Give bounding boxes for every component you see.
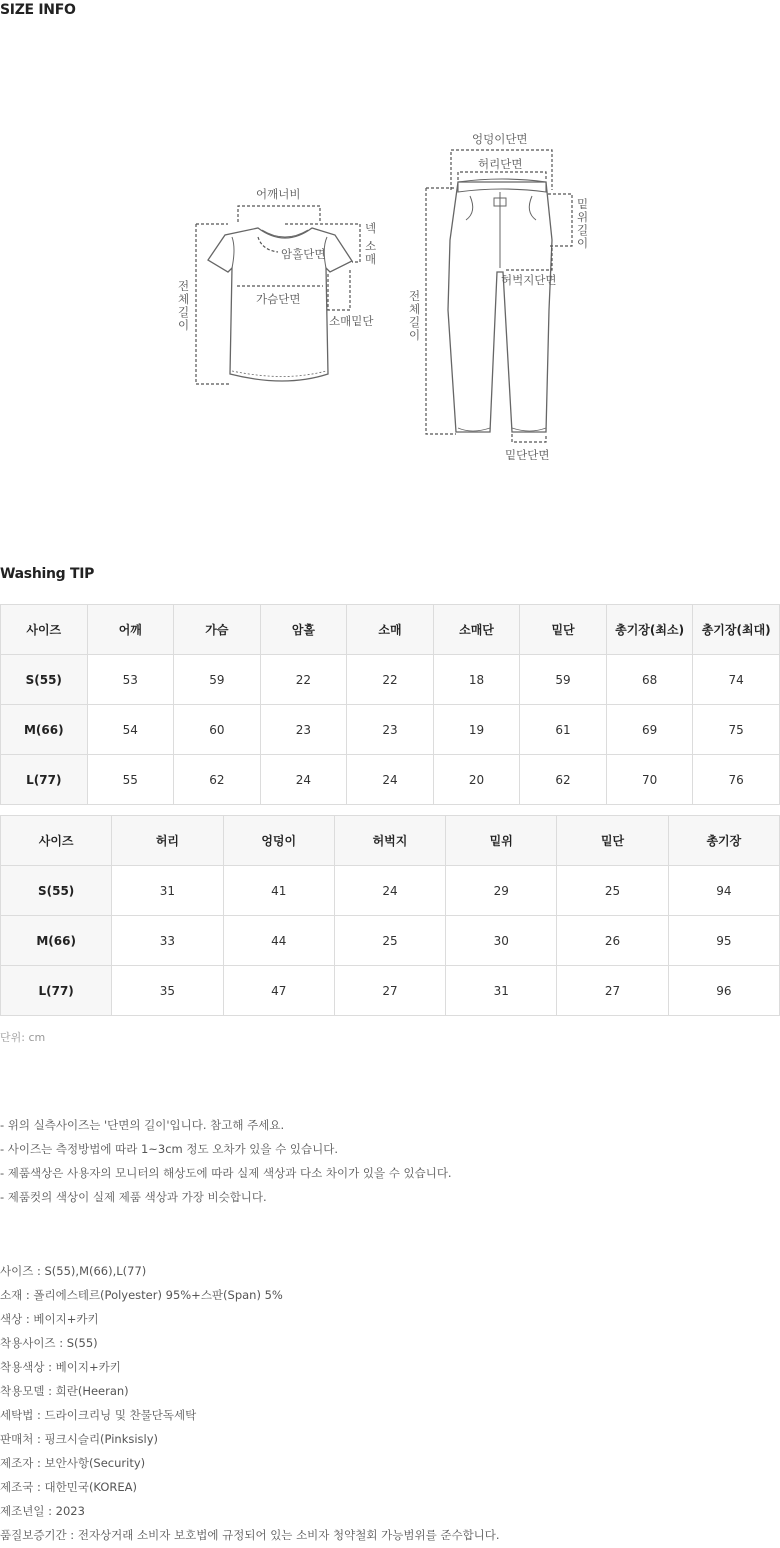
value-cell: 25: [557, 866, 668, 916]
label-neck-sleeve-2: 소: [365, 239, 377, 253]
spec-item: 사이즈 : S(55),M(66),L(77): [0, 1264, 147, 1278]
table-row: [1, 866, 780, 916]
value-cell: 26: [557, 916, 668, 966]
spec-item: 착용모델 : 희란(Heeran): [0, 1384, 129, 1398]
label-pants-length-4: 이: [409, 328, 421, 342]
value-cell: 55: [87, 755, 174, 805]
label-shoulder: 어깨너비: [256, 187, 301, 201]
table-header-row: [1, 605, 780, 655]
spec-item: 제조자 : 보안사항(Security): [0, 1456, 146, 1470]
table-row: [1, 966, 780, 1016]
value-cell: 30: [446, 916, 557, 966]
value-cell: 18: [433, 655, 520, 705]
value-cell: 61: [520, 705, 607, 755]
header-cell: 밑위: [446, 816, 557, 866]
size-cell: S(55): [1, 866, 112, 916]
label-rise-4: 이: [577, 236, 589, 250]
value-cell: 95: [668, 916, 779, 966]
bottom-size-table: [0, 815, 780, 1016]
value-cell: 68: [606, 655, 693, 705]
value-cell: 27: [334, 966, 445, 1016]
size-cell: L(77): [1, 966, 112, 1016]
spec-item: 제조국 : 대한민국(KOREA): [0, 1480, 138, 1494]
table-row: [1, 705, 780, 755]
value-cell: 31: [112, 866, 223, 916]
label-total-length-1: 전: [178, 279, 190, 293]
value-cell: 62: [174, 755, 261, 805]
value-cell: 24: [334, 866, 445, 916]
value-cell: 69: [606, 705, 693, 755]
spec-item: 세탁법 : 드라이크리닝 및 찬물단독세탁: [0, 1408, 197, 1422]
header-cell: 사이즈: [1, 816, 112, 866]
value-cell: 41: [223, 866, 334, 916]
product-specs: [0, 1262, 500, 1548]
spec-item: 착용사이즈 : S(55): [0, 1336, 98, 1350]
spec-item: 제조년일 : 2023: [0, 1504, 85, 1518]
label-rise-1: 밑: [577, 197, 589, 211]
label-hip: 엉덩이단면: [472, 132, 528, 146]
value-cell: 24: [260, 755, 347, 805]
value-cell: 35: [112, 966, 223, 1016]
value-cell: 76: [693, 755, 780, 805]
value-cell: 53: [87, 655, 174, 705]
spec-item: 착용색상 : 베이지+카키: [0, 1360, 121, 1374]
header-cell: 가슴: [174, 605, 261, 655]
label-waist: 허리단면: [478, 157, 523, 171]
value-cell: 54: [87, 705, 174, 755]
label-total-length-3: 길: [178, 305, 190, 319]
value-cell: 94: [668, 866, 779, 916]
value-cell: 59: [520, 655, 607, 705]
value-cell: 44: [223, 916, 334, 966]
label-chest: 가슴단면: [256, 292, 301, 306]
value-cell: 20: [433, 755, 520, 805]
table-row: [1, 755, 780, 805]
label-pants-length-2: 체: [409, 302, 421, 316]
note-item: - 위의 실측사이즈는 '단면의 길이'입니다. 참고해 주세요.: [0, 1118, 285, 1132]
label-rise-2: 위: [577, 210, 589, 224]
value-cell: 31: [446, 966, 557, 1016]
note-item: - 사이즈는 측정방법에 따라 1~3cm 정도 오차가 있을 수 있습니다.: [0, 1142, 339, 1156]
label-neck-sleeve-3: 매: [365, 252, 377, 266]
label-hem: 밑단단면: [505, 448, 550, 462]
label-sleeve-hem: 소매밑단: [329, 314, 374, 328]
value-cell: 33: [112, 916, 223, 966]
garment-illustration: [0, 120, 780, 480]
unit-note: 단위: cm: [0, 1031, 46, 1044]
header-cell: 밑단: [557, 816, 668, 866]
spec-item: 색상 : 베이지+카키: [0, 1312, 99, 1326]
size-info-title: SIZE INFO: [0, 2, 76, 18]
value-cell: 29: [446, 866, 557, 916]
header-cell: 총기장(최대): [693, 605, 780, 655]
top-size-table: [0, 604, 780, 805]
value-cell: 22: [347, 655, 434, 705]
label-armhole: 암홀단면: [281, 247, 326, 261]
value-cell: 23: [260, 705, 347, 755]
header-cell: 어깨: [87, 605, 174, 655]
table-row: [1, 916, 780, 966]
header-cell: 소매단: [433, 605, 520, 655]
label-total-length-2: 체: [178, 292, 190, 306]
value-cell: 47: [223, 966, 334, 1016]
size-cell: L(77): [1, 755, 88, 805]
size-cell: S(55): [1, 655, 88, 705]
label-thigh: 허벅지단면: [501, 273, 557, 287]
header-cell: 소매: [347, 605, 434, 655]
value-cell: 59: [174, 655, 261, 705]
size-cell: M(66): [1, 916, 112, 966]
label-pants-length-3: 길: [409, 315, 421, 329]
header-cell: 허벅지: [334, 816, 445, 866]
washing-tip-title: Washing TIP: [0, 566, 95, 582]
header-cell: 밑단: [520, 605, 607, 655]
note-item: - 제품색상은 사용자의 모니터의 해상도에 따라 실제 색상과 다소 차이가 있을 수 있습니다.: [0, 1166, 452, 1180]
value-cell: 60: [174, 705, 261, 755]
note-item: - 제품컷의 색상이 실제 제품 색상과 가장 비슷합니다.: [0, 1190, 267, 1204]
value-cell: 24: [347, 755, 434, 805]
label-pants-length-1: 전: [409, 289, 421, 303]
header-cell: 총기장(최소): [606, 605, 693, 655]
value-cell: 23: [347, 705, 434, 755]
value-cell: 70: [606, 755, 693, 805]
label-neck-sleeve-1: 넥: [365, 221, 377, 235]
pants-garment-drawing: [448, 179, 552, 432]
size-diagram: [0, 120, 780, 480]
header-cell: 엉덩이: [223, 816, 334, 866]
value-cell: 62: [520, 755, 607, 805]
header-cell: 암홀: [260, 605, 347, 655]
label-total-length-4: 이: [178, 318, 190, 332]
value-cell: 74: [693, 655, 780, 705]
notes-list: [0, 1116, 452, 1212]
value-cell: 96: [668, 966, 779, 1016]
size-cell: M(66): [1, 705, 88, 755]
table-row: [1, 655, 780, 705]
value-cell: 25: [334, 916, 445, 966]
spec-item: 품질보증기간 : 전자상거래 소비자 보호법에 규정되어 있는 소비자 청약철회 가능범위를 준수합니다.: [0, 1528, 500, 1542]
header-cell: 사이즈: [1, 605, 88, 655]
value-cell: 22: [260, 655, 347, 705]
value-cell: 19: [433, 705, 520, 755]
spec-item: 판매처 : 핑크시슬리(Pinksisly): [0, 1432, 159, 1446]
value-cell: 75: [693, 705, 780, 755]
spec-item: 소재 : 폴리에스테르(Polyester) 95%+스판(Span) 5%: [0, 1288, 283, 1302]
value-cell: 27: [557, 966, 668, 1016]
header-cell: 총기장: [668, 816, 779, 866]
label-rise-3: 길: [577, 223, 589, 237]
table-header-row: [1, 816, 780, 866]
header-cell: 허리: [112, 816, 223, 866]
